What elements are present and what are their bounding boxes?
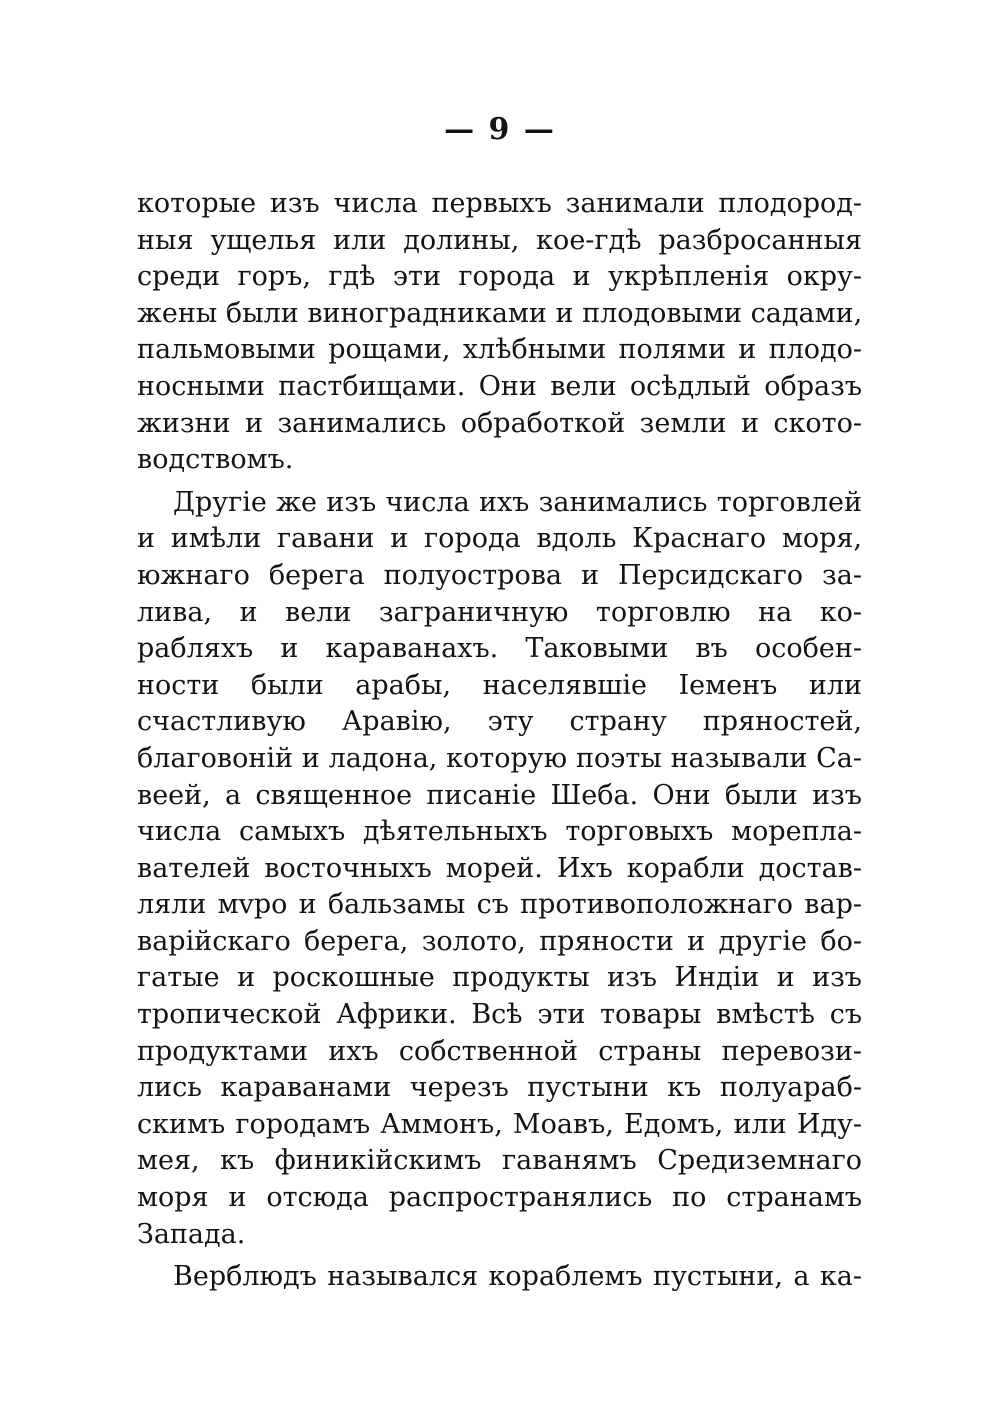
text-line: ляли мvро и бальзамы съ противоположнаго вар-	[137, 889, 862, 921]
text-line: которые изъ числа первыхъ занимали плодород-	[137, 188, 862, 219]
text-line: веей, а священное писаніе Шеба. Они были изъ	[137, 779, 862, 811]
text-line: рабляхъ и караванахъ. Таковыми въ особен-	[137, 633, 862, 665]
page-number: — 9 —	[444, 112, 556, 147]
text-line: вателей восточныхъ морей. Ихъ корабли достав-	[137, 852, 862, 884]
text-line: счастливую Аравію, эту страну пряностей,	[137, 706, 862, 738]
text-line: продуктами ихъ собственной страны перевози-	[137, 1035, 862, 1067]
text-line: мея, къ финикійскимъ гаванямъ Средиземнаго	[137, 1145, 862, 1177]
text-line: пальмовыми рощами, хлѣбными полями и плодо-	[137, 334, 862, 366]
text-line: варійскаго берега, золото, пряности и другіе бо-	[137, 925, 862, 957]
text-line: числа самыхъ дѣятельныхъ торговыхъ морепла-	[137, 816, 862, 848]
text-line: гатые и роскошные продукты изъ Индіи и изъ	[137, 962, 862, 994]
text-line: ности были арабы, населявшіе Іеменъ или	[137, 669, 862, 701]
text-line: и имѣли гавани и города вдоль Краснаго моря,	[137, 523, 862, 555]
text-line: Запада.	[137, 1218, 246, 1250]
text-line: южнаго берега полуострова и Персидскаго за-	[137, 559, 862, 591]
text-line: жены были виноградниками и плодовыми садами,	[137, 297, 863, 329]
text-line: носными пастбищами. Они вели осѣдлый образъ	[137, 370, 862, 402]
text-line: моря и отсюда распространялись по странамъ	[137, 1182, 862, 1214]
text-line: среди горъ, гдѣ эти города и укрѣпленія окру-	[137, 261, 862, 293]
text-line: водствомъ.	[137, 444, 294, 476]
text-line: лись караванами черезъ пустыни къ полуараб-	[137, 1072, 862, 1104]
text-line: скимъ городамъ Аммонъ, Моавъ, Едомъ, или Иду-	[137, 1108, 862, 1140]
text-line: лива, и вели заграничную торговлю на ко-	[137, 596, 862, 628]
text-line: благовоній и ладона, которую поэты называли Са-	[137, 742, 862, 774]
body-text	[137, 186, 862, 1296]
text-line: Другіе же изъ числа ихъ занимались торговлей	[173, 486, 862, 518]
paragraph-3	[137, 1259, 862, 1296]
text-line: жизни и занимались обработкой земли и ското-	[137, 407, 862, 439]
text-line: Верблюдъ назывался кораблемъ пустыни, а ка-	[173, 1261, 862, 1293]
paragraph-2	[137, 485, 862, 1253]
text-line: тропической Африки. Всѣ эти товары вмѣстѣ съ	[137, 999, 862, 1031]
text-line: ныя ущелья или долины, кое-гдѣ разбросанныя	[137, 224, 862, 256]
paragraph-1	[137, 186, 862, 479]
